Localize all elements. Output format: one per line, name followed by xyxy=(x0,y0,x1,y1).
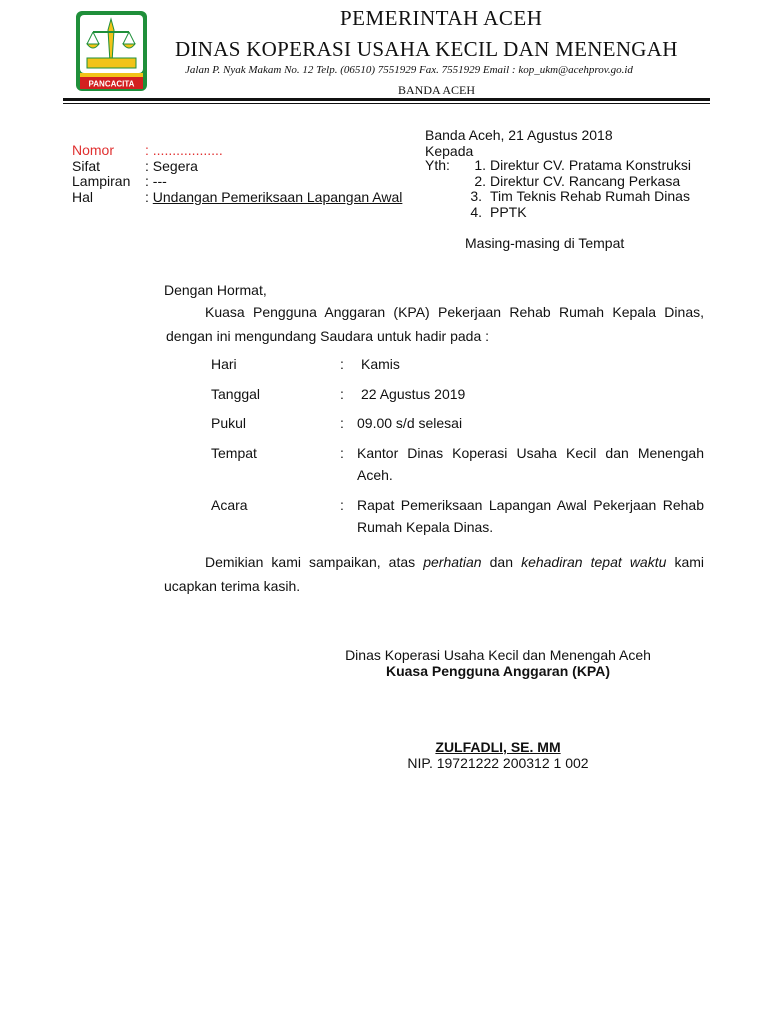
detail-row-tempat xyxy=(211,442,704,494)
hal-label: Hal xyxy=(72,188,94,205)
detail-value: Kamis xyxy=(361,356,400,372)
letterhead-city: BANDA ACEH xyxy=(398,83,476,97)
closing-emphasis-1: perhatian xyxy=(423,554,482,570)
detail-value: 22 Agustus 2019 xyxy=(361,385,466,402)
letterhead-government: PEMERINTAH ACEH xyxy=(340,6,543,30)
logo-label: PANCACITA xyxy=(88,79,135,89)
recipient-name: PPTK xyxy=(490,203,527,220)
recipient-num: 1. xyxy=(474,157,486,173)
closing-emphasis-2: kehadiran tepat waktu xyxy=(521,554,667,570)
detail-colon: : xyxy=(340,415,344,431)
meta-row-hal xyxy=(72,190,402,206)
recipient-name: Tim Teknis Rehab Rumah Dinas xyxy=(490,188,690,204)
detail-colon: : xyxy=(340,385,344,402)
place-date: Banda Aceh, 21 Agustus 2018 xyxy=(425,127,613,143)
opening-line-2: dengan ini mengundang Saudara untuk hadir pada : xyxy=(166,328,490,344)
recipient-num: 2. xyxy=(474,172,486,189)
detail-colon: : xyxy=(340,496,344,513)
list-item xyxy=(425,158,691,174)
recipient-name: Direktur CV. Rancang Perkasa xyxy=(490,172,681,189)
signature-office: Dinas Koperasi Usaha Kecil dan Menengah Aceh xyxy=(345,647,651,663)
lampiran-value: : --- xyxy=(145,173,167,189)
hal-colon: : xyxy=(145,188,153,205)
detail-colon: : xyxy=(340,444,344,461)
recipient-name: Direktur CV. Pratama Konstruksi xyxy=(490,157,691,173)
detail-value: Kantor Dinas Koperasi Usaha Kecil dan Menengah Aceh. xyxy=(357,444,704,483)
yth-label: Yth: xyxy=(425,157,450,173)
hal-cell xyxy=(145,190,402,206)
nomor-value: : .................. xyxy=(145,142,223,158)
recipient-list xyxy=(425,158,691,220)
detail-row-hari xyxy=(211,353,704,383)
detail-row-tanggal xyxy=(211,383,704,413)
signature-position: Kuasa Pengguna Anggaran (KPA) xyxy=(385,663,611,679)
detail-row-acara xyxy=(211,494,704,546)
detail-label: Hari xyxy=(211,356,237,372)
recipient-location: Masing-masing di Tempat xyxy=(465,235,625,251)
government-logo xyxy=(75,10,148,92)
list-item xyxy=(425,174,691,190)
list-item xyxy=(425,205,691,221)
detail-label: Acara xyxy=(211,496,248,513)
letterhead-agency: DINAS KOPERASI USAHA KECIL DAN MENENGAH xyxy=(175,37,678,61)
recipient-num: 3. xyxy=(470,188,482,204)
sifat-label: Sifat xyxy=(72,157,101,174)
closing-paragraph xyxy=(164,550,704,598)
detail-label: Tanggal xyxy=(211,385,261,402)
detail-value: 09.00 s/d selesai xyxy=(357,415,463,431)
hal-value: Undangan Pemeriksaan Lapangan Awal xyxy=(152,188,403,205)
detail-label: Tempat xyxy=(211,444,257,461)
signatory-nip: NIP. 19721222 200312 1 002 xyxy=(407,755,589,771)
recipient-header xyxy=(425,128,613,159)
sifat-value: : Segera xyxy=(145,157,198,174)
letterhead-address: Jalan P. Nyak Makam No. 12 Telp. (06510) 7551929 Fax. 7551929 Email : kop_ukm@acehprov.go.id xyxy=(185,64,633,76)
detail-value: Rapat Pemeriksaan Lapangan Awal Pekerjaan Rehab Rumah Kepala Dinas. xyxy=(357,496,704,535)
closing-text-1: Demikian kami sampaikan, atas xyxy=(205,554,424,570)
list-item xyxy=(425,189,691,205)
letterhead-rule-thin xyxy=(63,103,710,104)
lampiran-label: Lampiran xyxy=(72,173,131,189)
salutation: Dengan Hormat, xyxy=(164,282,267,298)
detail-colon: : xyxy=(340,356,344,372)
event-details xyxy=(211,353,704,546)
nomor-label: Nomor xyxy=(72,142,115,158)
detail-label: Pukul xyxy=(211,415,247,431)
opening-line-1: Kuasa Pengguna Anggaran (KPA) Pekerjaan Rehab Rumah Kepala Dinas, xyxy=(205,304,704,320)
signatory-name: ZULFADLI, SE. MM xyxy=(435,739,561,755)
letterhead-rule-thick xyxy=(63,98,710,101)
detail-row-pukul xyxy=(211,412,704,442)
kepada-label: Kepada xyxy=(425,142,474,159)
meta-row-nomor xyxy=(72,143,402,159)
recipient-num: 4. xyxy=(470,203,482,220)
closing-text-3: kami ucapkan terima kasih. xyxy=(164,554,705,594)
meta-row-lampiran xyxy=(72,174,402,190)
meta-row-sifat xyxy=(72,159,402,175)
closing-text-2: dan xyxy=(481,554,522,570)
letter-meta xyxy=(72,143,402,205)
